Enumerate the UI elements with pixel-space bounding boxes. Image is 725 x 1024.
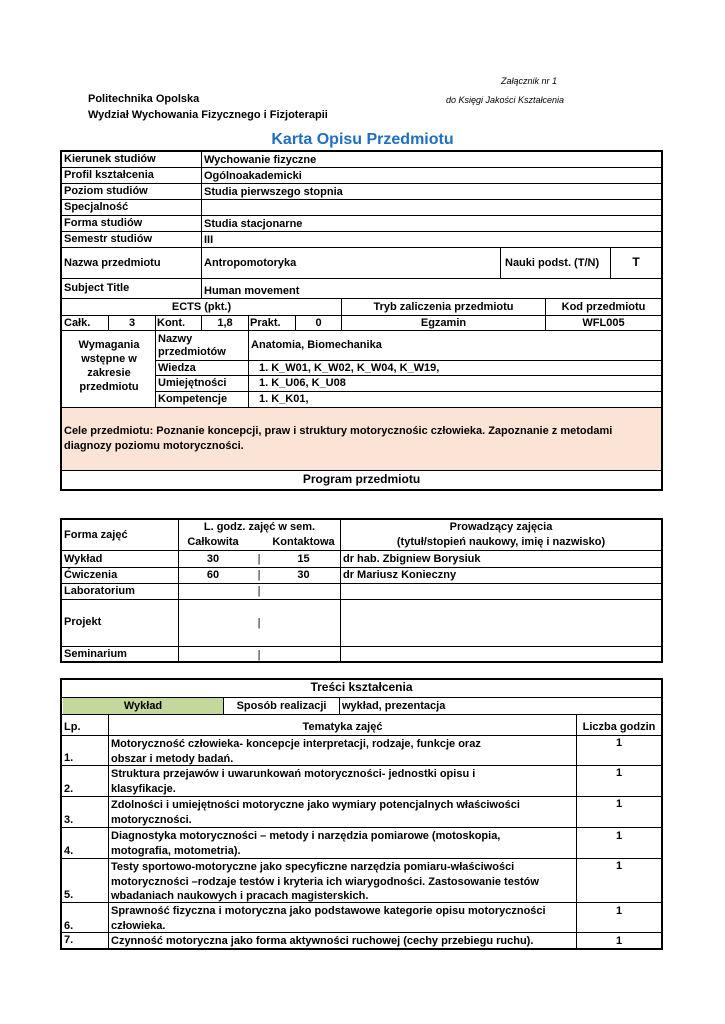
subject-title-label: Subject Title bbox=[64, 282, 130, 294]
lecture-teacher: dr hab. Zbigniew Borysiuk bbox=[343, 553, 481, 565]
hours-header: L. godz. zajęć w sem. bbox=[203, 521, 316, 533]
assessment-mode-value: Egzamin bbox=[420, 317, 467, 329]
ects-practical-label: Prakt. bbox=[250, 317, 281, 329]
info-label-level: Poziom studiów bbox=[64, 185, 148, 197]
course-code-header: Kod przedmiotu bbox=[561, 301, 646, 313]
req-value-skills: 1. K_U06, K_U08 bbox=[259, 377, 346, 389]
info-label-profile: Profil kształcenia bbox=[64, 169, 154, 181]
hours-separator: | bbox=[257, 569, 261, 581]
topic-hours: 1 bbox=[615, 860, 623, 872]
subject-name-value: Antropomotoryka bbox=[204, 257, 297, 269]
quality-book-note: do Księgi Jakości Kształcenia bbox=[446, 95, 565, 105]
topic-hours: 1 bbox=[615, 905, 623, 917]
basic-sciences-label: Nauki podst. (T/N) bbox=[505, 257, 600, 269]
topic-text: Czynność motoryczna jako forma aktywności ruchowej (cechy przebiegu ruchu). bbox=[111, 935, 534, 947]
delivery-method-value: wykład, prezentacja bbox=[342, 700, 446, 712]
assessment-mode-header: Tryb zaliczenia przedmiotu bbox=[373, 301, 514, 313]
topic-hours: 1 bbox=[615, 830, 623, 842]
ects-header: ECTS (pkt.) bbox=[171, 301, 232, 313]
class-form-laboratory: Laboratorium bbox=[64, 585, 135, 597]
hours-separator: | bbox=[257, 553, 261, 565]
topic-hours: 1 bbox=[615, 798, 623, 810]
course-code-value: WFL005 bbox=[582, 317, 625, 329]
class-form-exercises: Ćwiczenia bbox=[64, 569, 118, 581]
program-title: Program przedmiotu bbox=[302, 472, 421, 486]
topic-hours: 1 bbox=[615, 935, 623, 947]
info-label-study-form: Forma studiów bbox=[64, 217, 143, 229]
requirements-label: Wymagania wstępne w zakresie przedmiotu bbox=[78, 339, 140, 393]
ects-practical-value: 0 bbox=[315, 317, 322, 329]
topic-text: Zdolności i umiejętności motoryczne jako wymiary potencjalnych właściwości motoryczności. bbox=[111, 799, 520, 826]
topic-hours: 1 bbox=[615, 737, 623, 749]
exercises-teacher: dr Mariusz Konieczny bbox=[343, 569, 457, 581]
topic-hours: 1 bbox=[615, 767, 623, 779]
class-form-header: Forma zajęć bbox=[64, 529, 128, 541]
contents-title: Treści kształcenia bbox=[310, 680, 413, 694]
faculty-name: Wydział Wychowania Fizycznego i Fizjoterapii bbox=[88, 109, 328, 121]
info-value-study-form: Studia stacjonarne bbox=[204, 218, 303, 230]
req-label-competences: Kompetencje bbox=[158, 393, 228, 405]
ects-total-label: Całk. bbox=[64, 317, 91, 329]
delivery-method-label: Sposób realizacji bbox=[236, 700, 327, 712]
hours-separator: | bbox=[257, 585, 261, 597]
info-value-level: Studia pierwszego stopnia bbox=[204, 186, 343, 198]
topic-text: Testy sportowo-motoryczne jako specyficzne narzędzia pomiaru-właściwości motoryczności –rodzaje testów i kryteria ich wiarygodności. Zastosowanie testów wbadaniach naukowych i pracach magisterskich. bbox=[111, 861, 539, 902]
course-goals: Cele przedmiotu: Poznanie koncepcji, praw i struktury motorycznośic człowieka. Zapoznanie z metodami diagnozy poziomu motoryczności. bbox=[64, 425, 613, 452]
req-value-prerequisites: Anatomia, Biomechanika bbox=[251, 339, 382, 351]
lecture-total-hours: 30 bbox=[206, 553, 220, 565]
hours-separator: | bbox=[257, 617, 261, 629]
ects-contact-value: 1,8 bbox=[217, 317, 233, 329]
info-value-field-of-study: Wychowanie fizyczne bbox=[204, 154, 317, 166]
topic-text: Sprawność fizyczna i motoryczna jako podstawowe kategorie opisu motoryczności człowieka. bbox=[111, 905, 546, 932]
topic-text: Diagnostyka motoryczności – metody i narzędzia pomiarowe (motoskopia, motografia, motometria). bbox=[111, 830, 501, 857]
lecture-contact-hours: 15 bbox=[297, 553, 310, 565]
topic-number: 4. bbox=[64, 845, 74, 857]
total-hours-header: Całkowita bbox=[187, 536, 239, 548]
basic-sciences-value: T bbox=[632, 255, 640, 269]
contents-lecture-label: Wykład bbox=[123, 700, 163, 712]
teacher-subheader: (tytuł/stopień naukowy, imię i nazwisko) bbox=[396, 536, 606, 548]
req-label-knowledge: Wiedza bbox=[158, 362, 196, 374]
req-label-prerequisites: Nazwy przedmiotów bbox=[158, 333, 226, 358]
exercises-contact-hours: 30 bbox=[297, 569, 310, 581]
info-label-semester: Semestr studiów bbox=[64, 233, 153, 245]
ects-contact-label: Kont. bbox=[157, 317, 186, 329]
topic-number: 7. bbox=[64, 934, 74, 946]
req-value-knowledge: 1. K_W01, K_W02, K_W04, K_W19, bbox=[259, 362, 440, 374]
req-label-skills: Umiejętności bbox=[158, 377, 227, 389]
topic-text: Struktura przejawów i uwarunkowań motoryczności- jednostki opisu i klasyfikacje. bbox=[111, 768, 476, 795]
topic-number: 3. bbox=[64, 814, 74, 826]
topic-number: 2. bbox=[64, 783, 74, 795]
topic-number: 1. bbox=[64, 752, 74, 764]
topic-number: 5. bbox=[64, 889, 74, 901]
info-value-semester: III bbox=[204, 234, 214, 246]
topic-number: 6. bbox=[64, 920, 74, 932]
university-name: Politechnika Opolska bbox=[88, 93, 200, 105]
class-form-seminar: Seminarium bbox=[64, 648, 127, 660]
topic-header: Tematyka zajęć bbox=[302, 721, 383, 733]
info-label-specialty: Specjalność bbox=[64, 201, 129, 213]
contact-hours-header: Kontaktowa bbox=[272, 536, 335, 548]
topic-text: Motoryczność człowieka- koncepcje interpretacji, rodzaje, funkcje oraz obszar i metody badań. bbox=[111, 738, 481, 765]
lp-header: Lp. bbox=[64, 721, 81, 733]
ects-total-value: 3 bbox=[128, 317, 136, 329]
req-value-competences: 1. K_K01, bbox=[259, 393, 309, 405]
exercises-total-hours: 60 bbox=[206, 569, 220, 581]
class-form-project: Projekt bbox=[64, 616, 102, 628]
info-value-profile: Ogólnoakademicki bbox=[204, 170, 302, 182]
subject-title-value: Human movement bbox=[204, 285, 300, 297]
class-form-lecture: Wykład bbox=[64, 553, 103, 565]
hours-separator: | bbox=[257, 649, 261, 661]
hours-count-header: Liczba godzin bbox=[582, 721, 656, 733]
page-title: Karta Opisu Przedmiotu bbox=[271, 131, 454, 148]
attachment-note: Załącznik nr 1 bbox=[501, 76, 558, 86]
teacher-header: Prowadzący zajęcia bbox=[449, 521, 553, 533]
info-label-field-of-study: Kierunek studiów bbox=[64, 153, 156, 165]
subject-name-label: Nazwa przedmiotu bbox=[64, 257, 161, 269]
